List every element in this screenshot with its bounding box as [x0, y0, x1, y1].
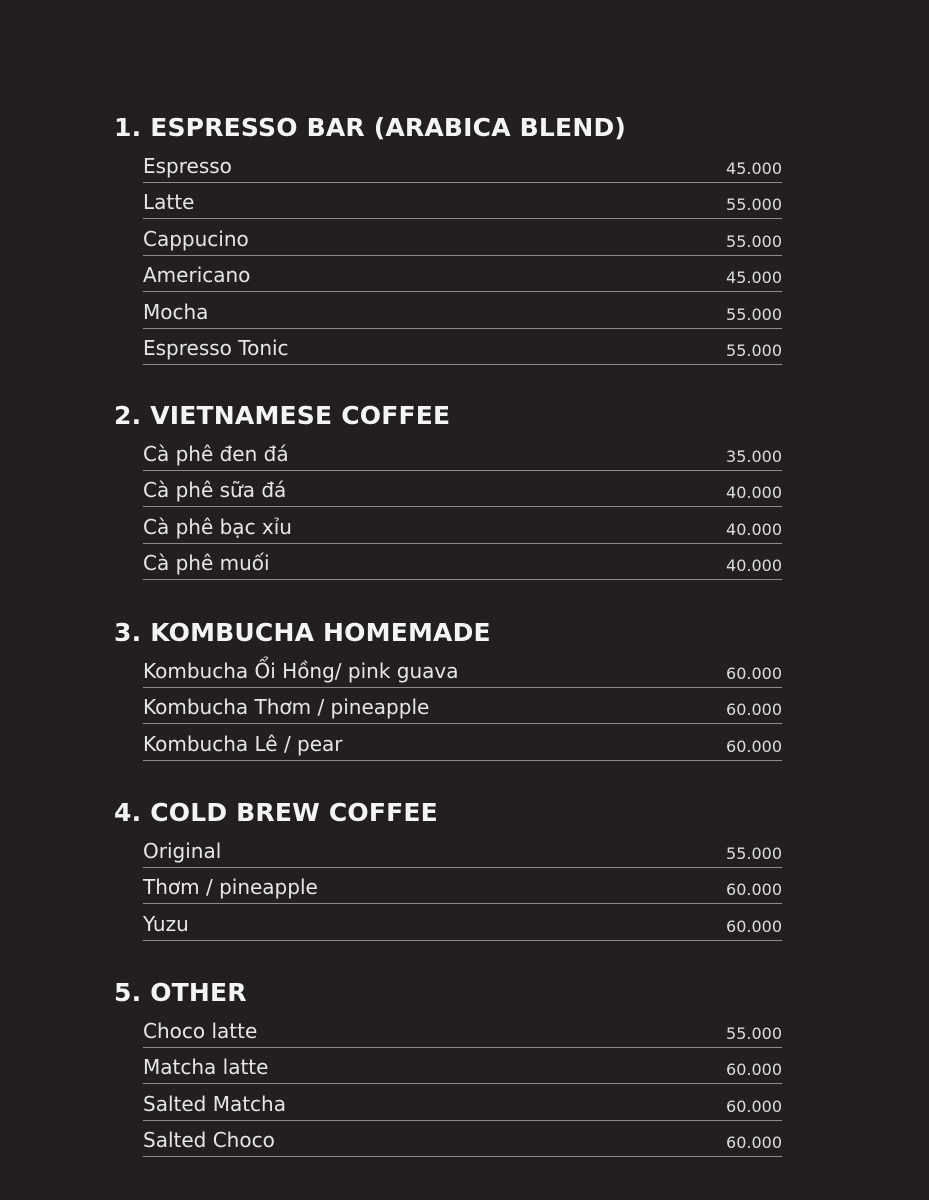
menu-item [143, 471, 782, 508]
item-price: 60.000 [726, 880, 782, 899]
menu-item [143, 688, 782, 725]
section-vietnamese-coffee [114, 398, 782, 580]
menu-item [143, 1011, 782, 1048]
section-title: 2. VIETNAMESE COFFEE [114, 401, 451, 430]
section-cold-brew [114, 795, 782, 941]
menu-item [143, 831, 782, 868]
item-price: 55.000 [726, 843, 782, 863]
item-name: Salted Matcha [143, 1091, 286, 1116]
section-title: 3. KOMBUCHA HOMEMADE [114, 618, 491, 647]
item-price: 55.000 [726, 341, 782, 360]
menu-item [143, 724, 782, 761]
menu-item [143, 1048, 782, 1085]
menu-item [143, 183, 782, 220]
menu-item [143, 507, 782, 544]
item-price: 40.000 [726, 556, 782, 575]
item-price: 60.000 [726, 700, 782, 719]
item-name: Thơm / pineapple [143, 875, 318, 899]
menu-item [143, 1121, 782, 1158]
item-price: 55.000 [726, 231, 782, 251]
item-price: 60.000 [726, 916, 782, 936]
item-list [143, 146, 782, 365]
menu-item [143, 434, 782, 471]
section-espresso-bar [114, 110, 782, 365]
item-name: Espresso [143, 153, 232, 178]
item-name: Latte [143, 190, 195, 214]
menu-item [143, 868, 782, 905]
menu-item [143, 219, 782, 256]
item-name: Kombucha Thơm / pineapple [143, 695, 430, 719]
item-name: Espresso Tonic [143, 336, 289, 360]
item-price: 60.000 [726, 736, 782, 756]
item-price: 45.000 [726, 268, 782, 287]
item-name: Cà phê bạc xỉu [143, 514, 292, 539]
item-price: 55.000 [726, 304, 782, 324]
item-name: Cappucino [143, 226, 249, 251]
item-name: Yuzu [143, 911, 189, 936]
item-name: Mocha [143, 299, 209, 324]
item-price: 45.000 [726, 158, 782, 178]
item-price: 40.000 [726, 483, 782, 502]
section-title: 4. COLD BREW COFFEE [114, 798, 438, 827]
item-list [143, 651, 782, 761]
item-price: 60.000 [726, 1060, 782, 1079]
menu-item [143, 651, 782, 688]
item-price: 60.000 [726, 1096, 782, 1116]
menu-item [143, 329, 782, 366]
item-price: 55.000 [726, 1023, 782, 1043]
item-name: Americano [143, 263, 251, 287]
item-price: 40.000 [726, 519, 782, 539]
item-name: Cà phê đen đá [143, 441, 289, 466]
item-name: Cà phê sữa đá [143, 478, 287, 502]
menu-item [143, 1084, 782, 1121]
item-name: Salted Choco [143, 1128, 275, 1152]
menu-item [143, 292, 782, 329]
item-name: Original [143, 838, 222, 863]
item-list [143, 831, 782, 941]
item-name: Kombucha Lê / pear [143, 731, 343, 756]
item-price: 60.000 [726, 1133, 782, 1152]
menu-item [143, 146, 782, 183]
section-other [114, 975, 782, 1157]
menu-item [143, 256, 782, 293]
section-kombucha [114, 615, 782, 761]
item-price: 60.000 [726, 663, 782, 683]
item-name: Cà phê muối [143, 551, 270, 575]
item-list [143, 1011, 782, 1157]
item-name: Matcha latte [143, 1055, 269, 1079]
menu-item [143, 544, 782, 581]
section-title: 1. ESPRESSO BAR (ARABICA BLEND) [114, 113, 627, 142]
section-title: 5. OTHER [114, 978, 247, 1007]
item-name: Kombucha Ổi Hồng/ pink guava [143, 658, 459, 683]
item-price: 55.000 [726, 195, 782, 214]
menu-item [143, 904, 782, 941]
item-price: 35.000 [726, 446, 782, 466]
item-name: Choco latte [143, 1018, 258, 1043]
item-list [143, 434, 782, 580]
